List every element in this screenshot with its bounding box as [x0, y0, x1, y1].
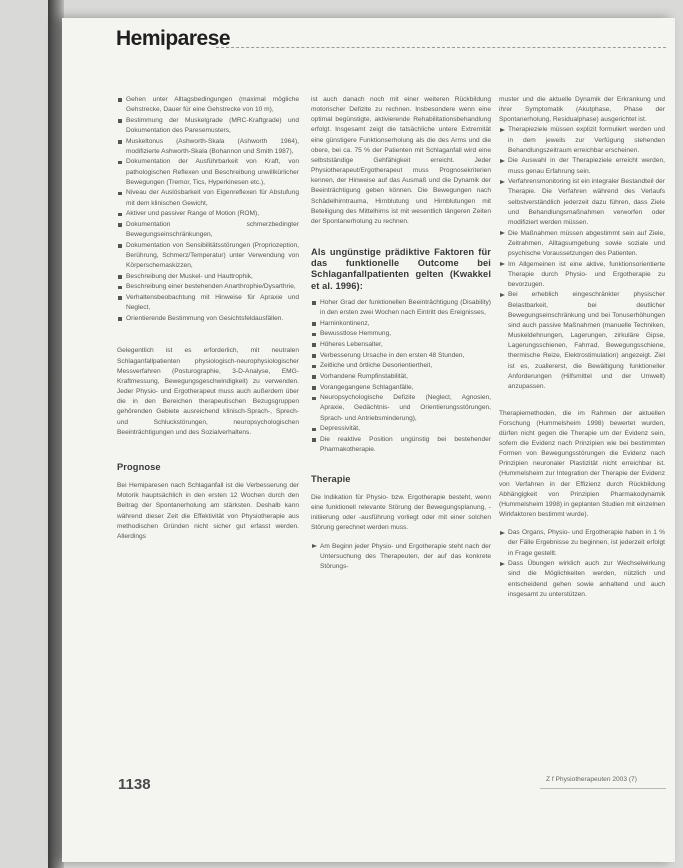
- list-item: Dass Übungen wirklich auch zur Wechselwirkung sind die Möglichkeiten werden, nützlich und entscheidend gehen sowie anhaltend und auch insgesamt zu unterstützen.: [499, 559, 665, 600]
- factors-list: [311, 298, 491, 455]
- list-item: Verfahrensmonitoring ist ein integraler Bestandteil der Therapie. Die Verfahren während des Verlaufs selbstverständlich jederzeit dazu führen, dass Ziele und Behandlungsmaßnahmen verworfen oder modifiziert werden müssen.: [499, 177, 665, 228]
- list-item: Dokumentation der Ausführbarkeit von Kraft, von pathologischen Reflexen und Beschreibung unwillkürlicher Bewegungen (Tremor, Tics, Hyperkinesen etc.),: [117, 157, 299, 187]
- list-item: Dokumentation von Sensibilitätsstörungen (Propriozeption, Berührung, Schmerz/Temperatur) unter Verwendung von Körperschemaskizzen,: [117, 241, 299, 271]
- section-heading-prognose: Prognose: [117, 461, 161, 472]
- body-paragraph: muster und die aktuelle Dynamik der Erkrankung und ihrer Symptomatik (Akutphase, Phase der Spontanerholung, Residualphase) ausgerichtet ist.: [499, 96, 665, 124]
- therapy-list: [311, 542, 491, 572]
- list-item: Die reaktive Position ungünstig bei bestehender Pharmakotherapie.: [311, 435, 491, 455]
- page-number: 1138: [118, 776, 151, 793]
- body-paragraph: Bei Hemiparesen nach Schlaganfall ist die Verbesserung der Motorik hauptsächlich in den ersten 12 Wochen durch den Beitrag der Spontanerholung am stärksten. Deshalb kann während dieser Zeit die Effektivität von Physiotherapie aus methodischen Gründen nicht sicher gut erfasst werden. Allerdings: [117, 482, 299, 540]
- list-item: Depressivität,: [311, 424, 491, 434]
- list-item: Aktiver und passiver Range of Motion (ROM),: [117, 209, 299, 219]
- list-item: Harninkontinenz,: [311, 319, 491, 329]
- list-item: Höheres Lebensalter,: [311, 340, 491, 350]
- list-item: Verbesserung Ursache in den ersten 48 Stunden,: [311, 351, 491, 361]
- list-item: Gehen unter Alltagsbedingungen (maximal mögliche Gehstrecke, Dauer für eine Gehstrecke von 10 m),: [117, 95, 299, 115]
- list-item: Die Maßnahmen müssen abgestimmt sein auf Ziele, Zeitrahmen, Alltagsumgebung sowie soziale und psychische Voraussetzungen des Patienten.: [499, 229, 665, 259]
- assessment-list: [117, 95, 299, 324]
- list-item: Verhaltensbeobachtung mit Hinweise für Apraxie und Neglect,: [117, 293, 299, 313]
- page-title: Hemiparese: [116, 27, 231, 50]
- therapy-list-2: [499, 528, 665, 600]
- list-item: Im Allgemeinen ist eine aktive, funktionsorientierte Therapie durch Physio- und Ergotherapie zu bevorzugen.: [499, 260, 665, 290]
- list-item: Orientierende Bestimmung von Gesichtsfeldausfällen.: [117, 314, 299, 324]
- body-paragraph: ist auch danach noch mit einer weiteren Rückbildung motorischer Defizite zu rechnen. Insbesondere wenn eine optimal begünstigte, aktivierende Rehabilitationsbehandlung erfolgt. Insgesamt zeigt die tatsächliche untere Extremität eine günstigere Funktionserholung als die des Arms und die obere, bei ca. 75 % der Patienten mit Schlaganfall wird eine selbstständige Gehfähigkeit erreicht. Jeder Physiotherapeut/Ergotherapeut muss Prognosekriterien kennen, der Hinweise auf das Ausmaß und die Dynamik der Beeinträchtigung geben können. Die Bewegungen nach Schädelhirntrauma, Hirnblutung und Hirnblutungen mit Beteiligung des Mittelhirns ist mit wesentlich längeren Zeiten der Spontanerholung zu rechnen.: [311, 96, 491, 225]
- list-item: Vorangegangene Schlaganfälle,: [311, 383, 491, 393]
- body-paragraph: Die Indikation für Physio- bzw. Ergotherapie besteht, wenn eine funktionell relevante Störung der Bewegungsplanung, -initiierung oder -ausführung vorliegt oder mit einer solchen Störung gerechnet werden muss.: [311, 493, 491, 532]
- section-heading-factors: Als ungünstige prädiktive Faktoren für das funktionelle Outcome bei Schlaganfallpatienten gelten (Kwakkel et al. 1996):: [311, 247, 491, 291]
- list-item: Muskeltonus (Ashworth-Skala (Ashworth 1964), modifizierte Ashworth-Skala (Bohannon und Smith 1987),: [117, 137, 299, 157]
- list-item: Neuropsychologische Defizite (Neglect, Agnosien, Apraxie, Gedächtnis- und Orientierungsstörungen, Sprach- und Antriebsminderung),: [311, 393, 491, 423]
- list-item: Am Beginn jeder Physio- und Ergotherapie steht nach der Untersuchung des Therapeuten, der auf das konkrete Störungs-: [311, 542, 491, 572]
- list-item: Niveau der Auslösbarkeit von Eigenreflexen für Abstufung mit dem klinischen Gewicht,: [117, 188, 299, 208]
- journal-reference: Z f Physiotherapeuten 2003 (7): [546, 776, 637, 783]
- list-item: Das Organs, Physio- und Ergotherapie haben in 1 % der Fälle Ergebnisse zu beginnen, ist jederzeit erfolgt in Frage gestellt.: [499, 528, 665, 558]
- list-item: Therapieziele müssen explizit formuliert werden und in dem jeweils zur Verfügung stehenden Behandlungszeitraum erreichbar erscheinen.: [499, 125, 665, 155]
- list-item: Beschreibung der Muskel- und Hauttrophik,: [117, 272, 299, 282]
- body-paragraph: Therapiemethoden, die im Rahmen der aktuellen Forschung (Hummelsheim 1998) bewertet wurden, dürfen nicht gegen die Therapie um der Evidenz sein, sofern die Evidenz nach Prinzipien wie bei bestimmten Formen von Bewegungsstörungen die Evidenz nach Prinzipien neuronaler Plastizität nicht erreichbar ist. (Hummelsheim zur Integration der Therapie der Evidenz von Verfahren in der Effizienz durch Rückbildung Abhängigkeit von Prinzipien Pharmakodynamik (Hummelsheim 1998) in geplanten Studien mit einzelnen Wirkfaktoren bestimmt wurde).: [499, 409, 665, 519]
- therapy-principles-list: [499, 125, 665, 392]
- list-item: Hoher Grad der funktionellen Beeinträchtigung (Disability) in den ersten zwei Wochen nach Eintritt des Ereignisses,: [311, 298, 491, 318]
- column-3: [499, 95, 665, 600]
- list-item: Die Auswahl in der Therapieziele erreicht werden, muss genau Erfahrung sein.: [499, 156, 665, 176]
- column-2: [311, 95, 491, 572]
- list-item: Bewusstlose Hemmung,: [311, 329, 491, 339]
- body-paragraph: Gelegentlich ist es erforderlich, mit neutralen Schlaganfallpatienten physiologisch-neurophysiologischer Messverfahren (Posturographie, 3-D-Analyse, EMG-Kraftmessung, Bewegungsgeschwindigkeit) zu verwenden. Jeder Physio- und Ergotherapeut muss auch außerdem über die in den Bereichen therapeutischen Bezugsgruppen gehörenden Gebiete ausreichend klinisch-Sprach-, Sprech- und Schluckstörungen, neuropsychologischen Beeinträchtigungen und des Sozialverhaltens.: [117, 347, 299, 436]
- footer-rule: [540, 788, 666, 789]
- section-heading-therapie: Therapie: [311, 473, 351, 484]
- header-rule: [216, 47, 666, 48]
- list-item: Zeitliche und örtliche Desorientiertheit,: [311, 361, 491, 371]
- list-item: Beschreibung einer bestehenden Anarthrophie/Dysarthrie,: [117, 282, 299, 292]
- column-1: [117, 95, 299, 542]
- page-header: [116, 27, 666, 53]
- list-item: Bei erheblich eingeschränkter physischer Belastbarkeit, bei deutlicher Bewegungseinschränkung und bei Tonuserhöhungen sind auch passive Maßnahmen (manuelle Techniken, Muskeldehnungen, Lagerungen, zirkuläre Gipse, Lagerungsschienen, Fahrrad, Bewegungsschiene, thermische Reize, Elektrostimulation) angezeigt. Ziel ist es, zuallererst, die Bewältigung funktioneller Anforderungen (Hilfsmittel und der Umwelt) anzupassen.: [499, 290, 665, 392]
- list-item: Dokumentation schmerzbedingter Bewegungseinschränkungen,: [117, 220, 299, 240]
- list-item: Vorhandene Rumpfinstabilität,: [311, 372, 491, 382]
- list-item: Bestimmung der Muskelgrade (MRC-Kraftgrade) und Dokumentation des Paresemusters,: [117, 116, 299, 136]
